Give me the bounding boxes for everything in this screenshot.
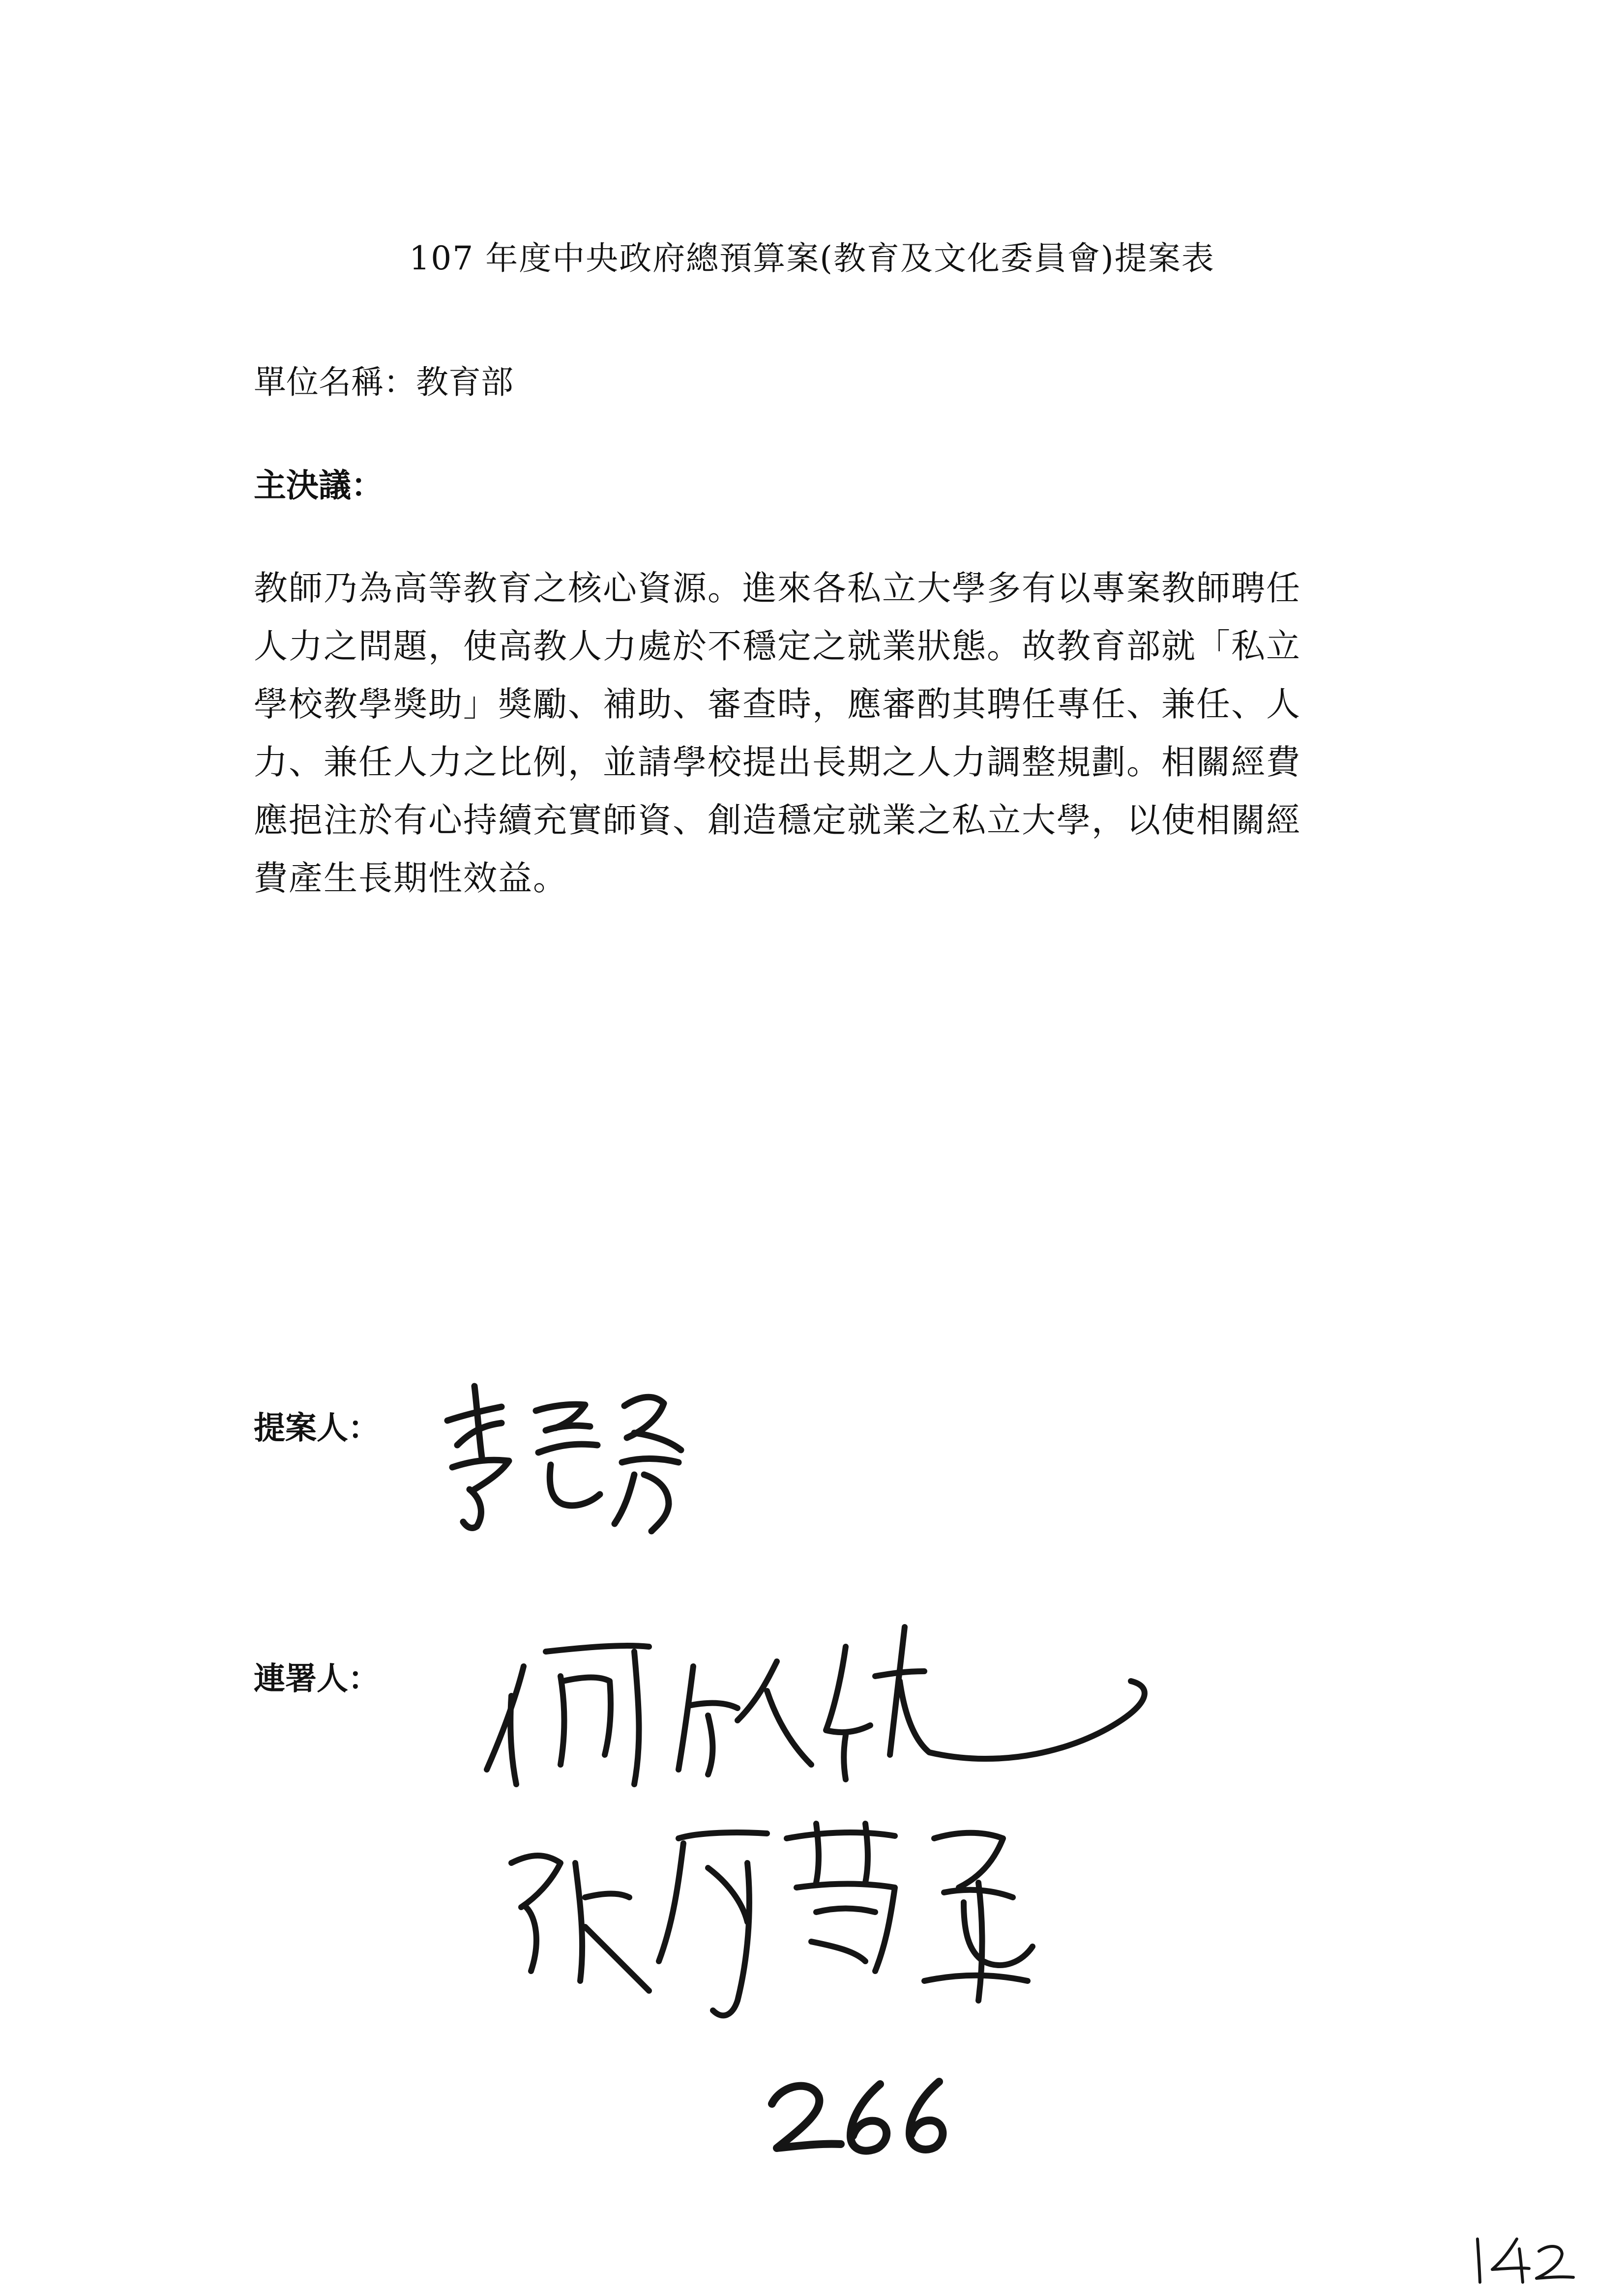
corner-mark-icon (1463, 2229, 1576, 2288)
body-line: 人力之問題，使高教人力處於不穩定之就業狀態。故教育部就「私立 (254, 627, 1301, 666)
unit-line (254, 363, 513, 402)
main-resolution-label: 主決議： (254, 466, 384, 504)
unit-name: 教育部 (416, 363, 513, 401)
body-line: 費產生長期性效益。 (254, 859, 568, 898)
body-line: 力、兼任人力之比例，並請學校提出長期之人力調整規劃。相關經費 (254, 743, 1301, 782)
resolution-body (254, 559, 1380, 907)
body-line: 應挹注於有心持續充實師資、創造穩定就業之私立大學，以使相關經 (254, 801, 1301, 840)
body-line: 學校教學獎助」獎勵、補助、審查時，應審酌其聘任專任、兼任、人 (254, 685, 1301, 724)
document-title: 107 年度中央政府總預算案(教育及文化委員會)提案表 (409, 239, 1215, 277)
cosigner-signature-icon (472, 1607, 1200, 2045)
unit-label: 單位名稱： (254, 363, 416, 401)
proposer-label: 提案人： (254, 1410, 380, 1447)
page-number-icon (757, 2069, 954, 2158)
cosigner-label: 連署人： (254, 1660, 380, 1697)
proposer-signature-icon (428, 1376, 703, 1539)
body-line: 教師乃為高等教育之核心資源。進來各私立大學多有以專案教師聘任 (254, 569, 1301, 608)
